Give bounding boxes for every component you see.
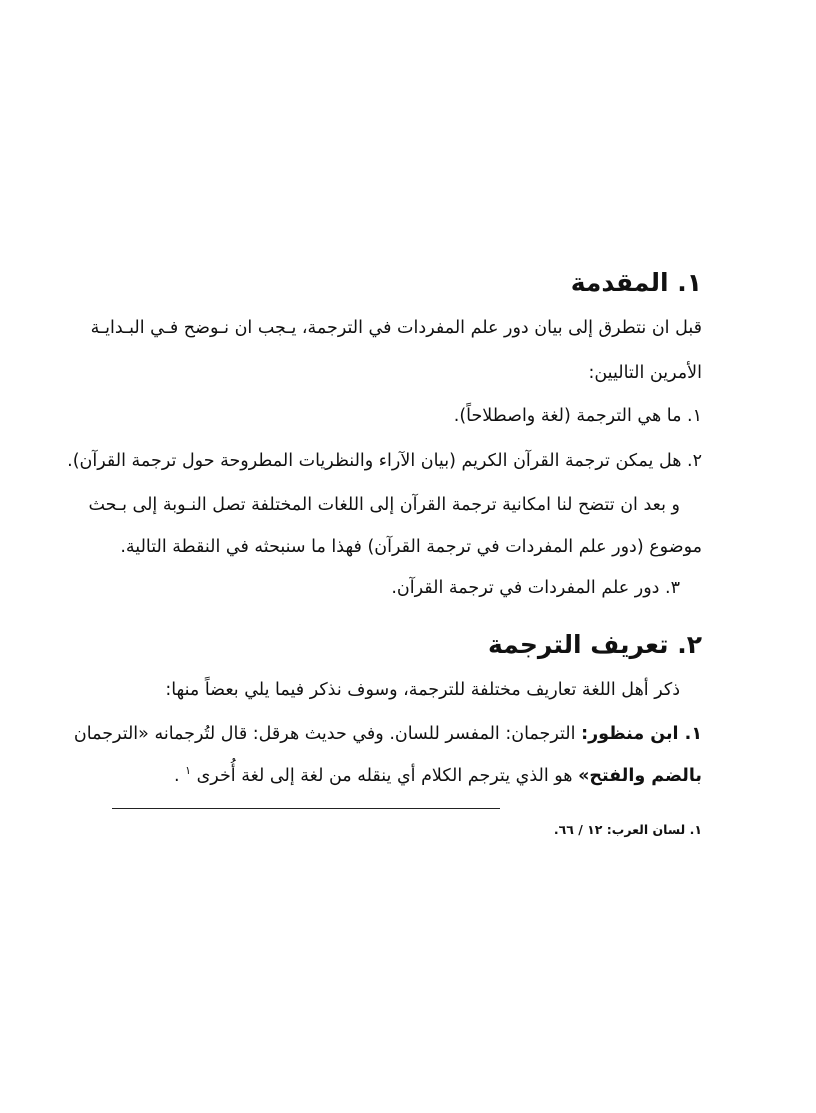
paragraph-line: الأمرين التاليين: [588, 363, 702, 383]
quoted-term: بالضم والفتح» [578, 766, 702, 786]
footnote-reference: ١ [185, 764, 192, 778]
list-item: ٢. هل يمكن ترجمة القرآن الكريم (بيان الآراء والنظريات المطروحة حول ترجمة القرآن). [67, 451, 702, 471]
footnote-text: ١. لسان العرب: ١٢ / ٦٦. [553, 822, 702, 837]
definition-text: الترجمان: المفسر للسان. وفي حديث هرقل: قال لتُرجمانه «الترجمان [73, 724, 582, 744]
section-heading-definition: ٢. تعريف الترجمة [487, 630, 702, 659]
paragraph-line: قبل ان نتطرق إلى بيان دور علم المفردات في الترجمة، يـجب ان نـوضح فـي البـدايـة [90, 318, 702, 338]
paragraph-line: موضوع (دور علم المفردات في ترجمة القرآن) فهذا ما سنبحثه في النقطة التالية. [120, 537, 702, 557]
document-page [67, 0, 702, 1113]
definition-text: هو الذي يترجم الكلام أي ينقله من لغة إلى لغة أُخرى [196, 766, 579, 786]
list-item: ٣. دور علم المفردات في ترجمة القرآن. [391, 578, 680, 598]
footnote-divider [112, 808, 500, 809]
paragraph-line [174, 763, 702, 789]
list-item [73, 721, 702, 747]
author-name: ١. ابن منظور: [581, 724, 702, 744]
paragraph-line: و بعد ان تتضح لنا امكانية ترجمة القرآن إلى اللغات المختلفة تصل النـوبة إلى بـحث [88, 495, 680, 515]
paragraph-line: ذكر أهل اللغة تعاريف مختلفة للترجمة، وسوف نذكر فيما يلي بعضاً منها: [165, 680, 680, 700]
list-item: ١. ما هي الترجمة (لغة واصطلاحاً). [453, 406, 702, 426]
section-heading-introduction: ١. المقدمة [570, 268, 702, 297]
sentence-end: . [173, 766, 180, 786]
